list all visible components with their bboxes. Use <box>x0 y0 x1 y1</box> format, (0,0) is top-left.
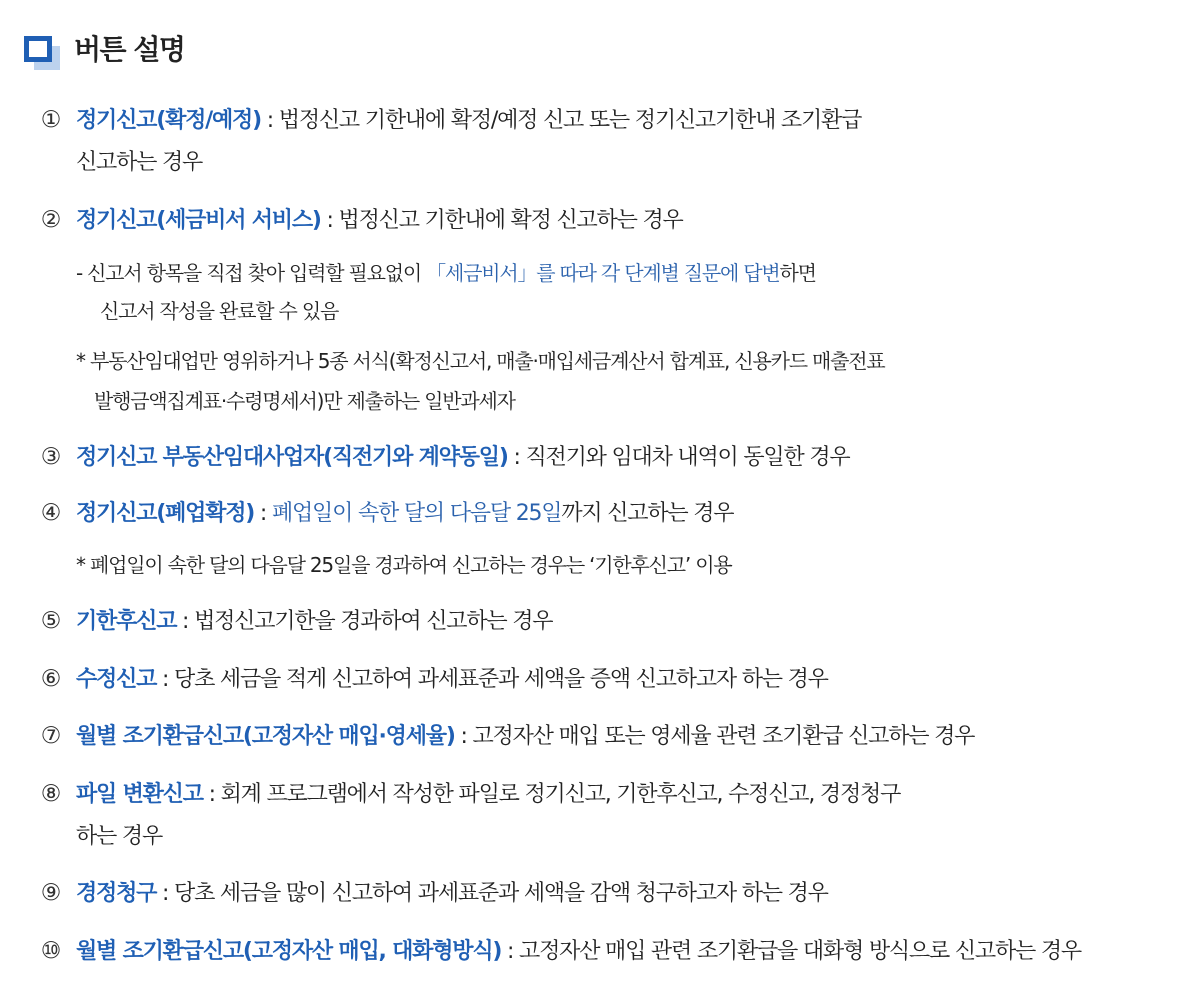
item-description: : 직전기와 임대차 내역이 동일한 경우 <box>507 445 850 470</box>
item-number: ② <box>40 207 62 233</box>
item-description: : 법정신고기한을 경과하여 신고하는 경우 <box>176 609 553 634</box>
list-item <box>76 937 1081 967</box>
item-number: ⑩ <box>40 938 62 964</box>
note-text: - 신고서 항목을 직접 찾아 입력할 필요없이 <box>76 261 427 285</box>
item-title: 월별 조기환급신고(고정자산 매입·영세율) <box>76 724 455 749</box>
note-text: 하면 <box>779 261 816 285</box>
item-title: 경정청구 <box>76 881 157 906</box>
deadline-highlight: 폐업일이 속한 달의 다음달 25일 <box>271 501 562 526</box>
item-title: 정기신고(세금비서 서비스) <box>76 208 321 233</box>
item-description: : 회계 프로그램에서 작성한 파일로 정기신고, 기한후신고, 수정신고, 경정청구 <box>202 782 901 807</box>
item-number: ⑥ <box>40 666 62 692</box>
list-item <box>76 443 849 473</box>
list-item <box>76 499 733 529</box>
item-description: : 고정자산 매입 관련 조기환급을 대화형 방식으로 신고하는 경우 <box>501 939 1081 964</box>
list-item <box>76 607 552 637</box>
square-bullet-icon <box>24 36 62 70</box>
item-footnote: * 부동산임대업만 영위하거나 5종 서식(확정신고서, 매출·매입세금계산서 합계표, 신용카드 매출전표 <box>76 349 885 373</box>
item-description: : 법정신고 기한내에 확정 신고하는 경우 <box>320 208 683 233</box>
item-number: ④ <box>40 500 62 526</box>
item-number: ⑧ <box>40 781 62 807</box>
item-title: 정기신고(확정/예정) <box>76 108 261 133</box>
list-item <box>76 722 974 752</box>
list-item <box>76 106 861 136</box>
item-description: : <box>254 501 272 526</box>
item-title: 기한후신고 <box>76 609 177 634</box>
item-title: 정기신고(폐업확정) <box>76 501 255 526</box>
item-number: ⑨ <box>40 880 62 906</box>
item-title: 파일 변환신고 <box>76 782 203 807</box>
note-highlight: 「세금비서」를 따라 각 단계별 질문에 답변 <box>426 261 780 285</box>
item-title: 월별 조기환급신고(고정자산 매입, 대화형방식) <box>76 939 502 964</box>
item-description: : 법정신고 기한내에 확정/예정 신고 또는 정기신고기한내 조기환급 <box>260 108 862 133</box>
item-number: ③ <box>40 444 62 470</box>
item-number: ⑤ <box>40 608 62 634</box>
item-description: 까지 신고하는 경우 <box>561 501 734 526</box>
item-title: 정기신고 부동산임대사업자(직전기와 계약동일) <box>76 445 508 470</box>
item-footnote: * 폐업일이 속한 달의 다음달 25일을 경과하여 신고하는 경우는 ‘기한후신고’ 이용 <box>76 553 732 577</box>
list-item <box>76 206 683 236</box>
item-description: : 당초 세금을 적게 신고하여 과세표준과 세액을 증액 신고하고자 하는 경우 <box>156 667 828 692</box>
list-item <box>76 780 900 810</box>
item-number: ① <box>40 107 62 133</box>
item-number: ⑦ <box>40 723 62 749</box>
list-item <box>76 665 828 695</box>
item-description: : 당초 세금을 많이 신고하여 과세표준과 세액을 감액 청구하고자 하는 경우 <box>156 881 828 906</box>
section-title: 버튼 설명 <box>74 33 185 66</box>
item-description: : 고정자산 매입 또는 영세율 관련 조기환급 신고하는 경우 <box>454 724 975 749</box>
item-description-continued: 신고하는 경우 <box>76 150 203 175</box>
item-description-continued: 하는 경우 <box>76 824 163 849</box>
item-footnote-continued: 발행금액집계표·수령명세서)만 제출하는 일반과세자 <box>94 389 515 413</box>
list-item <box>76 879 828 909</box>
item-note-continued: 신고서 작성을 완료할 수 있음 <box>100 299 339 323</box>
item-note <box>76 258 816 288</box>
item-title: 수정신고 <box>76 667 157 692</box>
